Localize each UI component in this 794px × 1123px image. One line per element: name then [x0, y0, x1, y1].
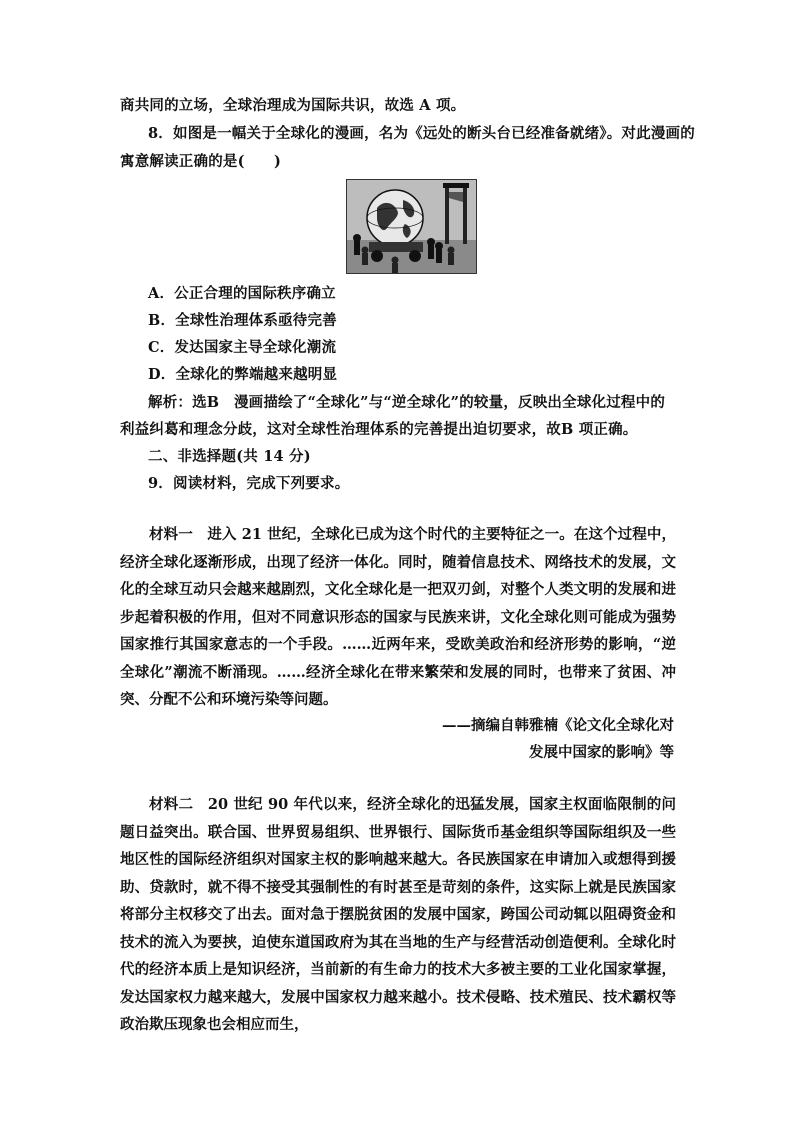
analysis-line2: 利益纠葛和理念分歧，这对全球性治理体系的完善提出迫切要求，故B 项正确。 [120, 421, 638, 438]
section-heading: 二、非选择题(共 14 分) [148, 448, 311, 465]
material-two: 材料二 20 世纪 90 年代以来，经济全球化的迅猛发展，国家主权面临限制的问题日益突出。联合国、世界贸易组织、世界银行、国际货币基金组织等国际组织及一些地区性的国际经济组织对国家主权的影响越来越大。各民族国家在申请加入或想得到援助、贷款时，就不得不接受其强制性的有时甚至是苛刻的条件，这实际上就是民族国家将部分主权移交了出去。面对急于摆脱贫困的发展中国家，跨国公司动辄以阻碍资金和技术的流入为要挟，迫使东道国政府为其在当地的生产与经营活动创造便利。全球化时代的经济本质上是知识经济，当前新的有生命力的技术大多被主要的工业化国家掌握，发达国家权力越来越大，发展中国家权力越来越小。技术侵略、技术殖民、技术霸权等政治欺压现象也会相应而生， [120, 796, 676, 1033]
analysis-line1: 解析：选B 漫画描绘了“全球化”与“逆全球化”的较量，反映出全球化过程中的 [148, 394, 666, 411]
option-d: D．全球化的弊端越来越明显 [148, 366, 338, 383]
option-c: C．发达国家主导全球化潮流 [148, 339, 337, 356]
previous-answer-line: 商共同的立场，全球治理成为国际共识，故选 A 项。 [120, 97, 466, 114]
globe-cartoon-image [346, 179, 477, 274]
material-one-source-line1: ——摘编自韩雅楠《论文化全球化对 [442, 717, 674, 734]
cartoon-illustration [347, 180, 476, 273]
question-8-stem-line1: 8．如图是一幅关于全球化的漫画，名为《远处的断头台已经准备就绪》。对此漫画的 [148, 125, 695, 142]
material-one-source-line2: 发展中国家的影响》等 [529, 744, 674, 761]
question-8-stem-line2: 寓意解读正确的是( ) [120, 153, 282, 170]
material-one: 材料一 进入 21 世纪，全球化已成为这个时代的主要特征之一。在这个过程中，经济全球化逐渐形成，出现了经济一体化。同时，随着信息技术、网络技术的发展，文化的全球互动只会越来越剧烈，文化全球化是一把双刃剑，对整个人类文明的发展和进步起着积极的作用，但对不同意识形态的国家与民族来讲，文化全球化则可能成为强势国家推行其国家意志的一个手段。……近两年来，受欧美政治和经济形势的影响，“逆全球化”潮流不断涌现。……经济全球化在带来繁荣和发展的同时，也带来了贫困、冲突、分配不公和环境污染等问题。 [120, 526, 676, 708]
option-a: A．公正合理的国际秩序确立 [148, 285, 336, 302]
option-b: B．全球性治理体系亟待完善 [148, 312, 337, 329]
question-9-stem: 9．阅读材料，完成下列要求。 [148, 475, 350, 492]
